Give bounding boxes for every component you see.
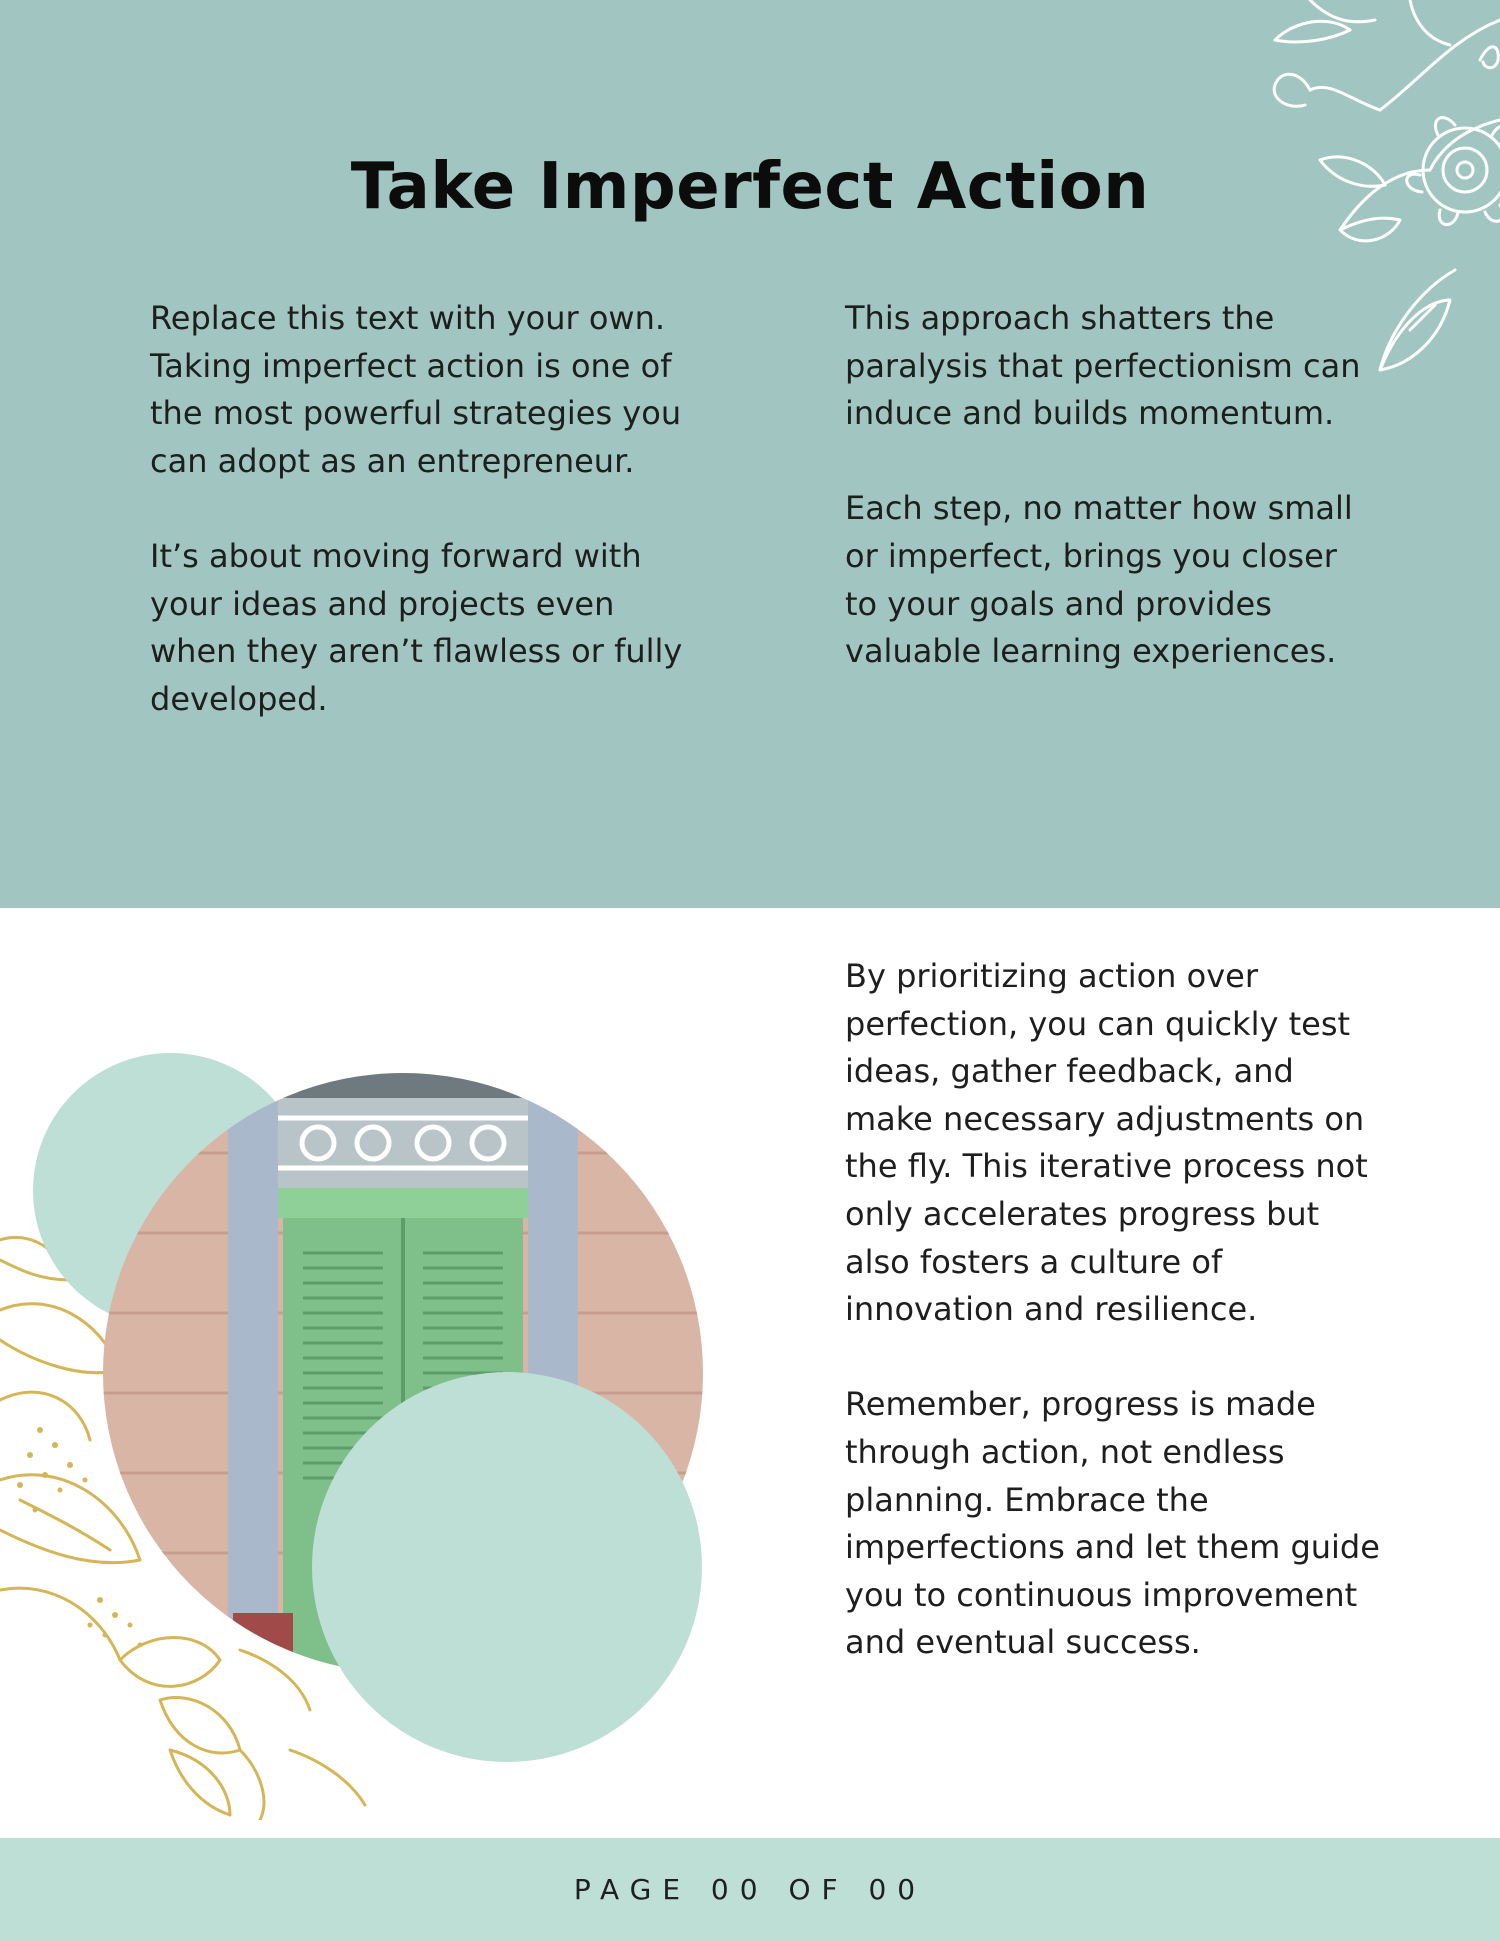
intro-left-paragraph: Replace this text with your own. Taking imperfect action is one of the most powerful strategies you can adopt as an entrepreneur. bbox=[150, 299, 682, 480]
page-number: PAGE 00 OF 00 bbox=[573, 1873, 927, 1906]
body-column bbox=[845, 953, 1385, 1667]
intro-right-paragraph: This approach shatters the paralysis that perfectionism can induce and builds momentum. bbox=[845, 299, 1361, 433]
footer-band bbox=[0, 1838, 1500, 1941]
intro-right-column bbox=[845, 295, 1365, 676]
page-title: Take Imperfect Action bbox=[350, 150, 1150, 224]
body-paragraph: By prioritizing action over perfection, you can quickly test ideas, gather feedback, and make necessary adjustments on the fly. This iterative process not only accelerates progress but also fosters a culture of innovation and resilience. bbox=[845, 957, 1368, 1329]
intro-left-paragraph: It’s about moving forward with your ideas and projects even when they aren’t flawless or fully developed. bbox=[150, 536, 683, 718]
header-band bbox=[0, 0, 1500, 908]
body-paragraph: Remember, progress is made through action, not endless planning. Embrace the imperfections and let them guide you to continuous improvement and eventual success. bbox=[845, 1385, 1380, 1662]
intro-right-paragraph: Each step, no matter how small or imperfect, brings you closer to your goals and provides valuable learning experiences. bbox=[845, 489, 1353, 671]
intro-left-column bbox=[150, 295, 690, 723]
decorative-circle-large bbox=[312, 1372, 702, 1762]
